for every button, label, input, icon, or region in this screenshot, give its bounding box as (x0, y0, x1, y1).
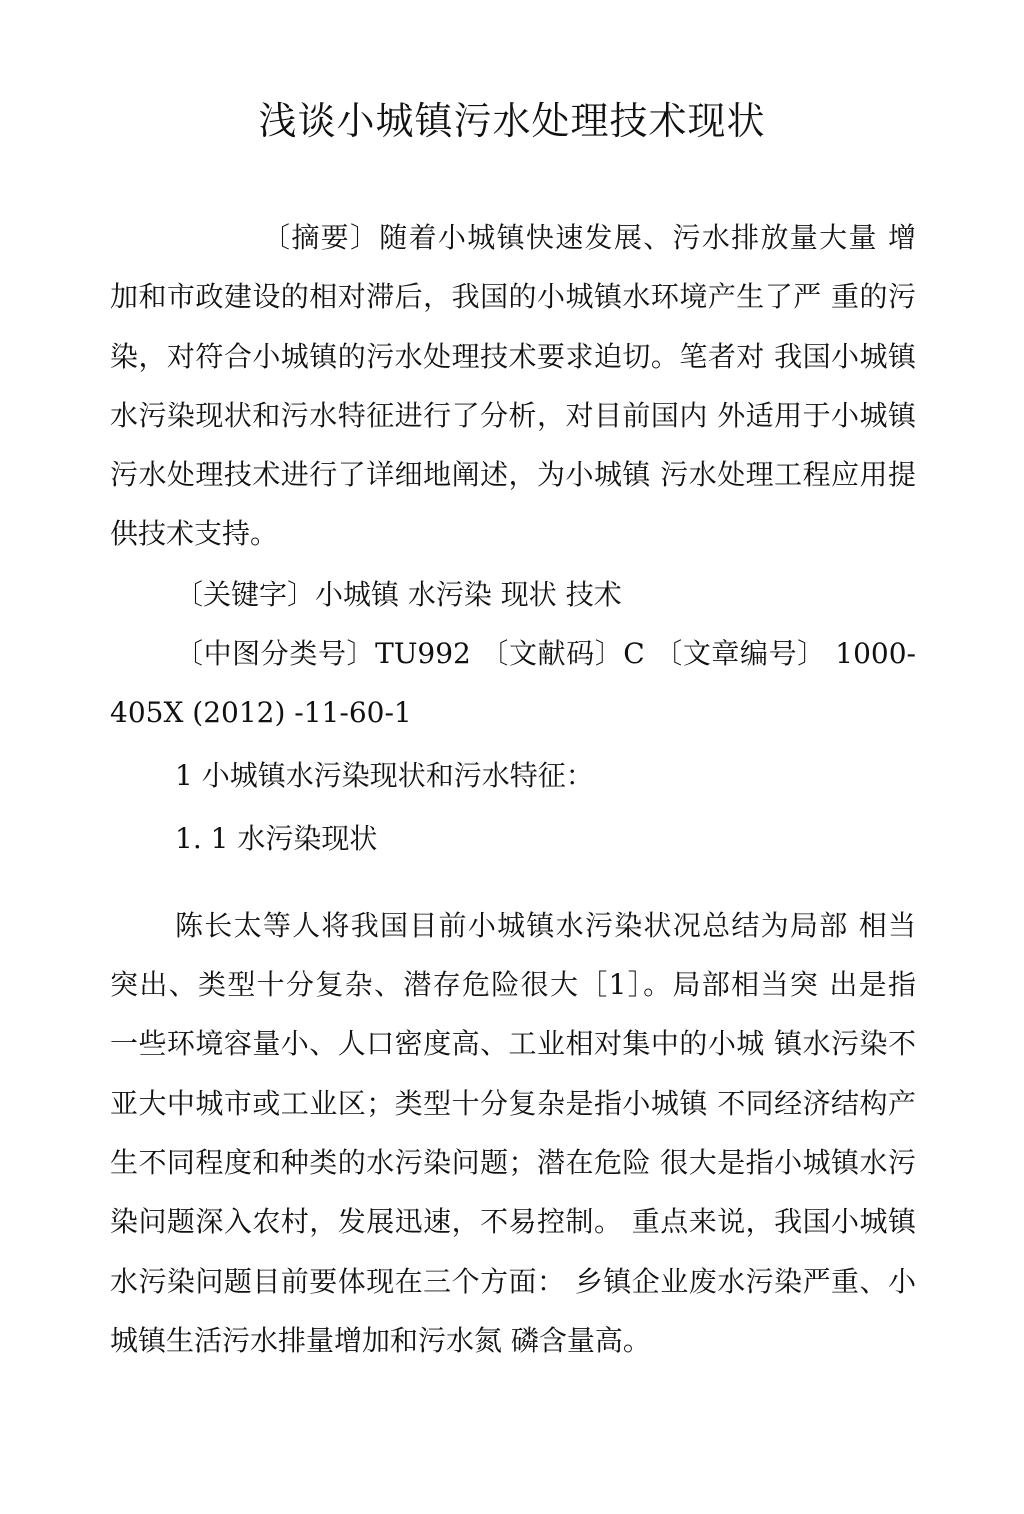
body-line: 陈长太等人将我国目前小城镇水污染状况总结为局部 相当 (175, 909, 916, 942)
body-line: 水污染问题目前要体现在三个方面： 乡镇企业废水污染严重、小 (110, 1265, 916, 1298)
body-line: 亚大中城市或工业区；类型十分复杂是指小城镇 不同经济结构产 (110, 1087, 916, 1120)
section-heading: 1 小城镇水污染现状和污水特征： (175, 759, 594, 792)
abstract-line: 污水处理技术进行了详细地阐述，为小城镇 污水处理工程应用提 (110, 458, 916, 491)
abstract-line: 染，对符合小城镇的污水处理技术要求迫切。笔者对 我国小城镇 (110, 340, 916, 373)
classification-line: 〔中图分类号〕TU992 〔文献码〕C 〔文章编号〕 1000- (175, 637, 916, 670)
abstract-line: 供技术支持。 (110, 517, 279, 550)
body-line: 生不同程度和种类的水污染问题；潜在危险 很大是指小城镇水污 (110, 1146, 916, 1179)
body-line: 城镇生活污水排量增加和污水氮 磷含量高。 (110, 1324, 651, 1357)
abstract-line: 加和市政建设的相对滞后，我国的小城镇水环境产生了严 重的污 (110, 280, 916, 313)
body-line: 一些环境容量小、人口密度高、工业相对集中的小城 镇水污染不 (110, 1027, 916, 1060)
abstract-line: 〔摘要〕随着小城镇快速发展、污水排放量大量 增 (262, 221, 916, 254)
classification-line: 405X (2012) -11-60-1 (110, 696, 412, 729)
subsection-heading: 1. 1 水污染现状 (175, 822, 378, 855)
body-line: 染问题深入农村，发展迅速，不易控制。 重点来说，我国小城镇 (110, 1205, 916, 1238)
abstract-line: 水污染现状和污水特征进行了分析，对目前国内 外适用于小城镇 (110, 399, 916, 432)
document-title: 浅谈小城镇污水处理技术现状 (258, 99, 766, 143)
body-line: 突出、类型十分复杂、潜存危险很大［1］。局部相当突 出是指 (110, 968, 916, 1001)
keywords-line: 〔关键字〕小城镇 水污染 现状 技术 (175, 578, 622, 611)
